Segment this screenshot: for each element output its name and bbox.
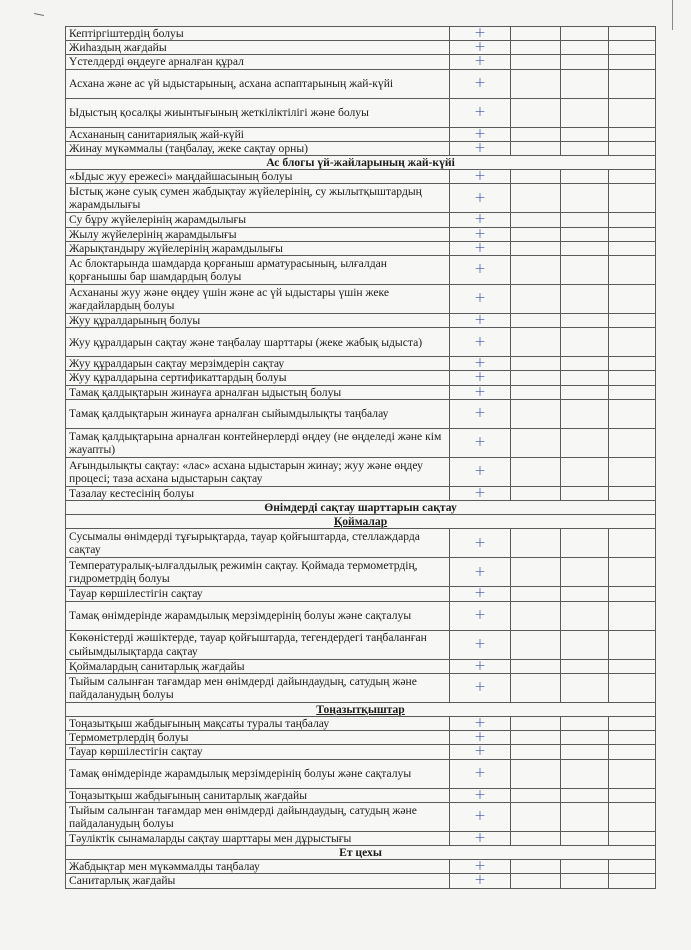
empty-cell bbox=[511, 788, 561, 802]
empty-cell bbox=[609, 673, 656, 702]
criterion-text: Тауар көршілестігін сақтау bbox=[66, 745, 450, 759]
table-row bbox=[66, 314, 656, 328]
empty-cell bbox=[511, 170, 561, 184]
table-row bbox=[66, 227, 656, 241]
empty-cell bbox=[511, 184, 561, 213]
table-row bbox=[66, 256, 656, 285]
empty-cell bbox=[561, 127, 609, 141]
empty-cell bbox=[511, 630, 561, 659]
empty-cell bbox=[561, 55, 609, 69]
empty-cell bbox=[511, 529, 561, 558]
empty-cell bbox=[511, 486, 561, 500]
empty-cell bbox=[511, 601, 561, 630]
table-row bbox=[66, 357, 656, 371]
criterion-text: Ас блоктарында шамдарда қорғаныш арматурасының, ылғалдан қорғанышы бар шамдардың болуы bbox=[66, 256, 450, 285]
empty-cell bbox=[511, 399, 561, 428]
checkmark-cell: + bbox=[450, 630, 511, 659]
empty-cell bbox=[609, 745, 656, 759]
empty-cell bbox=[561, 285, 609, 314]
checkmark-cell: + bbox=[450, 717, 511, 731]
empty-cell bbox=[561, 213, 609, 227]
criterion-text: Су бұру жүйелерінің жарамдылығы bbox=[66, 213, 450, 227]
criterion-text: Тамақ қалдықтарына арналған контейнерлерді өңдеу (не өңделеді және кім жауапты) bbox=[66, 428, 450, 457]
empty-cell bbox=[561, 314, 609, 328]
empty-cell bbox=[511, 141, 561, 155]
checkmark-cell: + bbox=[450, 213, 511, 227]
empty-cell bbox=[511, 385, 561, 399]
empty-cell bbox=[511, 731, 561, 745]
criterion-text: Тоңазытқыш жабдығының санитарлық жағдайы bbox=[66, 788, 450, 802]
checkmark-cell: + bbox=[450, 328, 511, 357]
section-title bbox=[66, 846, 656, 860]
criterion-text: Жинау мүкәммалы (таңбалау, жеке сақтау орны) bbox=[66, 141, 450, 155]
empty-cell bbox=[561, 457, 609, 486]
table-row bbox=[66, 745, 656, 759]
table-row bbox=[66, 601, 656, 630]
criterion-text: Ыстық және суық сумен жабдықтау жүйелерінің, су жылытқыштардың жарамдылығы bbox=[66, 184, 450, 213]
table-row bbox=[66, 371, 656, 385]
empty-cell bbox=[561, 357, 609, 371]
empty-cell bbox=[609, 55, 656, 69]
empty-cell bbox=[609, 788, 656, 802]
empty-cell bbox=[609, 759, 656, 788]
empty-cell bbox=[609, 630, 656, 659]
section-header-row bbox=[66, 702, 656, 716]
checkmark-cell: + bbox=[450, 428, 511, 457]
checkmark-cell: + bbox=[450, 601, 511, 630]
empty-cell bbox=[609, 385, 656, 399]
table-row bbox=[66, 731, 656, 745]
empty-cell bbox=[561, 27, 609, 41]
criterion-text: Тамақ өнімдерінде жарамдылық мерзімдерінің болуы және сақталуы bbox=[66, 759, 450, 788]
criterion-text: Ағындылықты сақтау: «лас» асхана ыдыстарын жинау; жуу және өңдеу процесі; таза асхана ыдыстарын сақтау bbox=[66, 457, 450, 486]
table-row bbox=[66, 717, 656, 731]
section-title-text: Тоңазытқыштар bbox=[316, 702, 405, 716]
empty-cell bbox=[561, 587, 609, 601]
section-title-text: Ет цехы bbox=[339, 846, 382, 860]
empty-cell bbox=[511, 717, 561, 731]
checkmark-cell: + bbox=[450, 385, 511, 399]
section-title bbox=[66, 515, 656, 529]
empty-cell bbox=[609, 486, 656, 500]
checkmark-cell: + bbox=[450, 788, 511, 802]
criterion-text: Ыдыстың қосалқы жиынтығының жеткіліктілігі және болуы bbox=[66, 98, 450, 127]
empty-cell bbox=[511, 41, 561, 55]
empty-cell bbox=[609, 27, 656, 41]
criterion-text: Жиһаздың жағдайы bbox=[66, 41, 450, 55]
table-row bbox=[66, 98, 656, 127]
empty-cell bbox=[609, 802, 656, 831]
empty-cell bbox=[561, 659, 609, 673]
empty-cell bbox=[511, 69, 561, 98]
criterion-text: Қоймалардың санитарлық жағдайы bbox=[66, 659, 450, 673]
empty-cell bbox=[511, 285, 561, 314]
checkmark-cell: + bbox=[450, 127, 511, 141]
section-header-row bbox=[66, 515, 656, 529]
empty-cell bbox=[609, 285, 656, 314]
empty-cell bbox=[511, 241, 561, 255]
checkmark-cell: + bbox=[450, 399, 511, 428]
criterion-text: Тауар көршілестігін сақтау bbox=[66, 587, 450, 601]
empty-cell bbox=[511, 227, 561, 241]
criterion-text: Температуралық-ылғалдылық режимін сақтау. Қоймада термометрдің, гидрометрдің болуы bbox=[66, 558, 450, 587]
empty-cell bbox=[511, 27, 561, 41]
table-row bbox=[66, 213, 656, 227]
table-row bbox=[66, 241, 656, 255]
empty-cell bbox=[511, 256, 561, 285]
empty-cell bbox=[511, 98, 561, 127]
empty-cell bbox=[561, 558, 609, 587]
empty-cell bbox=[609, 457, 656, 486]
empty-cell bbox=[609, 874, 656, 888]
empty-cell bbox=[561, 141, 609, 155]
criterion-text: Жуу құралдарын сақтау және таңбалау шарттары (жеке жабық ыдыста) bbox=[66, 328, 450, 357]
table-row bbox=[66, 587, 656, 601]
empty-cell bbox=[609, 328, 656, 357]
empty-cell bbox=[561, 745, 609, 759]
table-row bbox=[66, 659, 656, 673]
checkmark-cell: + bbox=[450, 486, 511, 500]
empty-cell bbox=[609, 314, 656, 328]
empty-cell bbox=[609, 141, 656, 155]
checkmark-cell: + bbox=[450, 457, 511, 486]
empty-cell bbox=[511, 587, 561, 601]
empty-cell bbox=[561, 831, 609, 845]
empty-cell bbox=[511, 659, 561, 673]
empty-cell bbox=[609, 127, 656, 141]
table-row bbox=[66, 558, 656, 587]
scan-artifact-mark bbox=[34, 13, 44, 16]
checkmark-cell: + bbox=[450, 170, 511, 184]
section-header-row bbox=[66, 846, 656, 860]
checkmark-cell: + bbox=[450, 659, 511, 673]
table-row bbox=[66, 673, 656, 702]
criterion-text: Жабдықтар мен мүкәммалды таңбалау bbox=[66, 860, 450, 874]
empty-cell bbox=[561, 170, 609, 184]
empty-cell bbox=[609, 860, 656, 874]
checkmark-cell: + bbox=[450, 227, 511, 241]
empty-cell bbox=[561, 860, 609, 874]
empty-cell bbox=[511, 759, 561, 788]
criterion-text: Термометрлердің болуы bbox=[66, 731, 450, 745]
empty-cell bbox=[609, 227, 656, 241]
checkmark-cell: + bbox=[450, 27, 511, 41]
criterion-text: Көкөністерді жәшіктерде, тауар қойғыштарда, тегендердегі таңбаланған сыйымдылықтарда сақтау bbox=[66, 630, 450, 659]
checkmark-cell: + bbox=[450, 802, 511, 831]
checklist-table bbox=[65, 26, 656, 889]
empty-cell bbox=[561, 371, 609, 385]
section-header-row bbox=[66, 156, 656, 170]
table-row bbox=[66, 831, 656, 845]
empty-cell bbox=[561, 788, 609, 802]
checkmark-cell: + bbox=[450, 141, 511, 155]
section-title-text: Өнімдерді сақтау шарттарын сақтау bbox=[264, 501, 457, 515]
table-row bbox=[66, 399, 656, 428]
empty-cell bbox=[609, 184, 656, 213]
checkmark-cell: + bbox=[450, 98, 511, 127]
checkmark-cell: + bbox=[450, 673, 511, 702]
empty-cell bbox=[561, 98, 609, 127]
criterion-text: Үстелдерді өңдеуге арналған құрал bbox=[66, 55, 450, 69]
empty-cell bbox=[561, 759, 609, 788]
empty-cell bbox=[511, 457, 561, 486]
table-row bbox=[66, 41, 656, 55]
checkmark-cell: + bbox=[450, 558, 511, 587]
empty-cell bbox=[609, 41, 656, 55]
checkmark-cell: + bbox=[450, 860, 511, 874]
empty-cell bbox=[561, 717, 609, 731]
section-title bbox=[66, 702, 656, 716]
table-row bbox=[66, 27, 656, 41]
empty-cell bbox=[511, 127, 561, 141]
empty-cell bbox=[561, 328, 609, 357]
empty-cell bbox=[511, 314, 561, 328]
empty-cell bbox=[609, 357, 656, 371]
criterion-text: Асхананың санитариялық жай-күйі bbox=[66, 127, 450, 141]
table-row bbox=[66, 788, 656, 802]
empty-cell bbox=[511, 55, 561, 69]
empty-cell bbox=[561, 630, 609, 659]
empty-cell bbox=[609, 170, 656, 184]
section-title-text: Ас блогы үй-жайларының жай-күйі bbox=[266, 156, 455, 170]
criterion-text: Жарықтандыру жүйелерінің жарамдылығы bbox=[66, 241, 450, 255]
criterion-text: Сусымалы өнімдерді тұғырықтарда, тауар қойғыштарда, стеллаждарда сақтау bbox=[66, 529, 450, 558]
table-row bbox=[66, 428, 656, 457]
checkmark-cell: + bbox=[450, 371, 511, 385]
criterion-text: Тыйым салынған тағамдар мен өнімдерді дайындаудың, сатудың және пайдаланудың болуы bbox=[66, 673, 450, 702]
table-row bbox=[66, 529, 656, 558]
empty-cell bbox=[561, 802, 609, 831]
checkmark-cell: + bbox=[450, 256, 511, 285]
table-row bbox=[66, 170, 656, 184]
empty-cell bbox=[609, 731, 656, 745]
checkmark-cell: + bbox=[450, 587, 511, 601]
section-title bbox=[66, 501, 656, 515]
checkmark-cell: + bbox=[450, 69, 511, 98]
criterion-text: Тыйым салынған тағамдар мен өнімдерді дайындаудың, сатудың және пайдаланудың болуы bbox=[66, 802, 450, 831]
table-row bbox=[66, 486, 656, 500]
criterion-text: Санитарлық жағдайы bbox=[66, 874, 450, 888]
empty-cell bbox=[511, 745, 561, 759]
table-row bbox=[66, 759, 656, 788]
criterion-text: Асхананы жуу және өңдеу үшін және ас үй ыдыстары үшін жеке жағдайлардың болуы bbox=[66, 285, 450, 314]
empty-cell bbox=[561, 227, 609, 241]
criterion-text: Асхана және ас үй ыдыстарының, асхана аспаптарының жай-күйі bbox=[66, 69, 450, 98]
empty-cell bbox=[609, 241, 656, 255]
criterion-text: Тәуліктік сынамаларды сақтау шарттары мен дұрыстығы bbox=[66, 831, 450, 845]
empty-cell bbox=[609, 717, 656, 731]
table-row bbox=[66, 860, 656, 874]
table-row bbox=[66, 184, 656, 213]
table-row bbox=[66, 328, 656, 357]
empty-cell bbox=[511, 428, 561, 457]
checkmark-cell: + bbox=[450, 731, 511, 745]
checkmark-cell: + bbox=[450, 241, 511, 255]
section-header-row bbox=[66, 501, 656, 515]
empty-cell bbox=[561, 874, 609, 888]
checkmark-cell: + bbox=[450, 357, 511, 371]
table-row bbox=[66, 127, 656, 141]
criterion-text: Тоңазытқыш жабдығының мақсаты туралы таңбалау bbox=[66, 717, 450, 731]
section-title bbox=[66, 156, 656, 170]
table-row bbox=[66, 55, 656, 69]
checkmark-cell: + bbox=[450, 314, 511, 328]
empty-cell bbox=[561, 399, 609, 428]
empty-cell bbox=[561, 241, 609, 255]
section-title-text: Қоймалар bbox=[333, 515, 388, 529]
criterion-text: Жуу құралдарының болуы bbox=[66, 314, 450, 328]
empty-cell bbox=[511, 831, 561, 845]
empty-cell bbox=[609, 428, 656, 457]
empty-cell bbox=[609, 98, 656, 127]
empty-cell bbox=[609, 529, 656, 558]
empty-cell bbox=[561, 486, 609, 500]
empty-cell bbox=[561, 41, 609, 55]
checkmark-cell: + bbox=[450, 285, 511, 314]
table-row bbox=[66, 802, 656, 831]
empty-cell bbox=[561, 69, 609, 98]
checklist-body bbox=[66, 27, 656, 889]
checkmark-cell: + bbox=[450, 529, 511, 558]
table-row bbox=[66, 285, 656, 314]
table-row bbox=[66, 385, 656, 399]
table-row bbox=[66, 630, 656, 659]
empty-cell bbox=[609, 399, 656, 428]
empty-cell bbox=[609, 256, 656, 285]
checkmark-cell: + bbox=[450, 55, 511, 69]
checkmark-cell: + bbox=[450, 745, 511, 759]
checkmark-cell: + bbox=[450, 759, 511, 788]
empty-cell bbox=[609, 587, 656, 601]
empty-cell bbox=[561, 385, 609, 399]
table-row bbox=[66, 69, 656, 98]
table-row bbox=[66, 874, 656, 888]
empty-cell bbox=[511, 213, 561, 227]
criterion-text: Жуу құралдарын сақтау мерзімдерін сақтау bbox=[66, 357, 450, 371]
empty-cell bbox=[511, 874, 561, 888]
empty-cell bbox=[561, 601, 609, 630]
empty-cell bbox=[511, 558, 561, 587]
empty-cell bbox=[561, 529, 609, 558]
empty-cell bbox=[609, 213, 656, 227]
empty-cell bbox=[561, 673, 609, 702]
checkmark-cell: + bbox=[450, 184, 511, 213]
empty-cell bbox=[609, 371, 656, 385]
criterion-text: Тазалау кестесінің болуы bbox=[66, 486, 450, 500]
criterion-text: Кептіргіштердің болуы bbox=[66, 27, 450, 41]
criterion-text: Жуу құралдарына сертификаттардың болуы bbox=[66, 371, 450, 385]
empty-cell bbox=[561, 184, 609, 213]
checkmark-cell: + bbox=[450, 41, 511, 55]
empty-cell bbox=[511, 371, 561, 385]
table-row bbox=[66, 141, 656, 155]
empty-cell bbox=[561, 731, 609, 745]
table-row bbox=[66, 457, 656, 486]
empty-cell bbox=[609, 831, 656, 845]
empty-cell bbox=[511, 673, 561, 702]
empty-cell bbox=[609, 659, 656, 673]
checkmark-cell: + bbox=[450, 831, 511, 845]
empty-cell bbox=[561, 256, 609, 285]
empty-cell bbox=[511, 860, 561, 874]
criterion-text: «Ыдыс жуу ережесі» маңдайшасының болуы bbox=[66, 170, 450, 184]
empty-cell bbox=[511, 357, 561, 371]
criterion-text: Жылу жүйелерінің жарамдылығы bbox=[66, 227, 450, 241]
empty-cell bbox=[609, 601, 656, 630]
empty-cell bbox=[609, 69, 656, 98]
empty-cell bbox=[561, 428, 609, 457]
empty-cell bbox=[511, 328, 561, 357]
checkmark-cell: + bbox=[450, 874, 511, 888]
criterion-text: Тамақ өнімдерінде жарамдылық мерзімдерінің болуы және сақталуы bbox=[66, 601, 450, 630]
scan-edge-line bbox=[672, 0, 673, 30]
empty-cell bbox=[609, 558, 656, 587]
empty-cell bbox=[511, 802, 561, 831]
criterion-text: Тамақ қалдықтарын жинауға арналған сыйымдылықты таңбалау bbox=[66, 399, 450, 428]
criterion-text: Тамақ қалдықтарын жинауға арналған ыдыстың болуы bbox=[66, 385, 450, 399]
